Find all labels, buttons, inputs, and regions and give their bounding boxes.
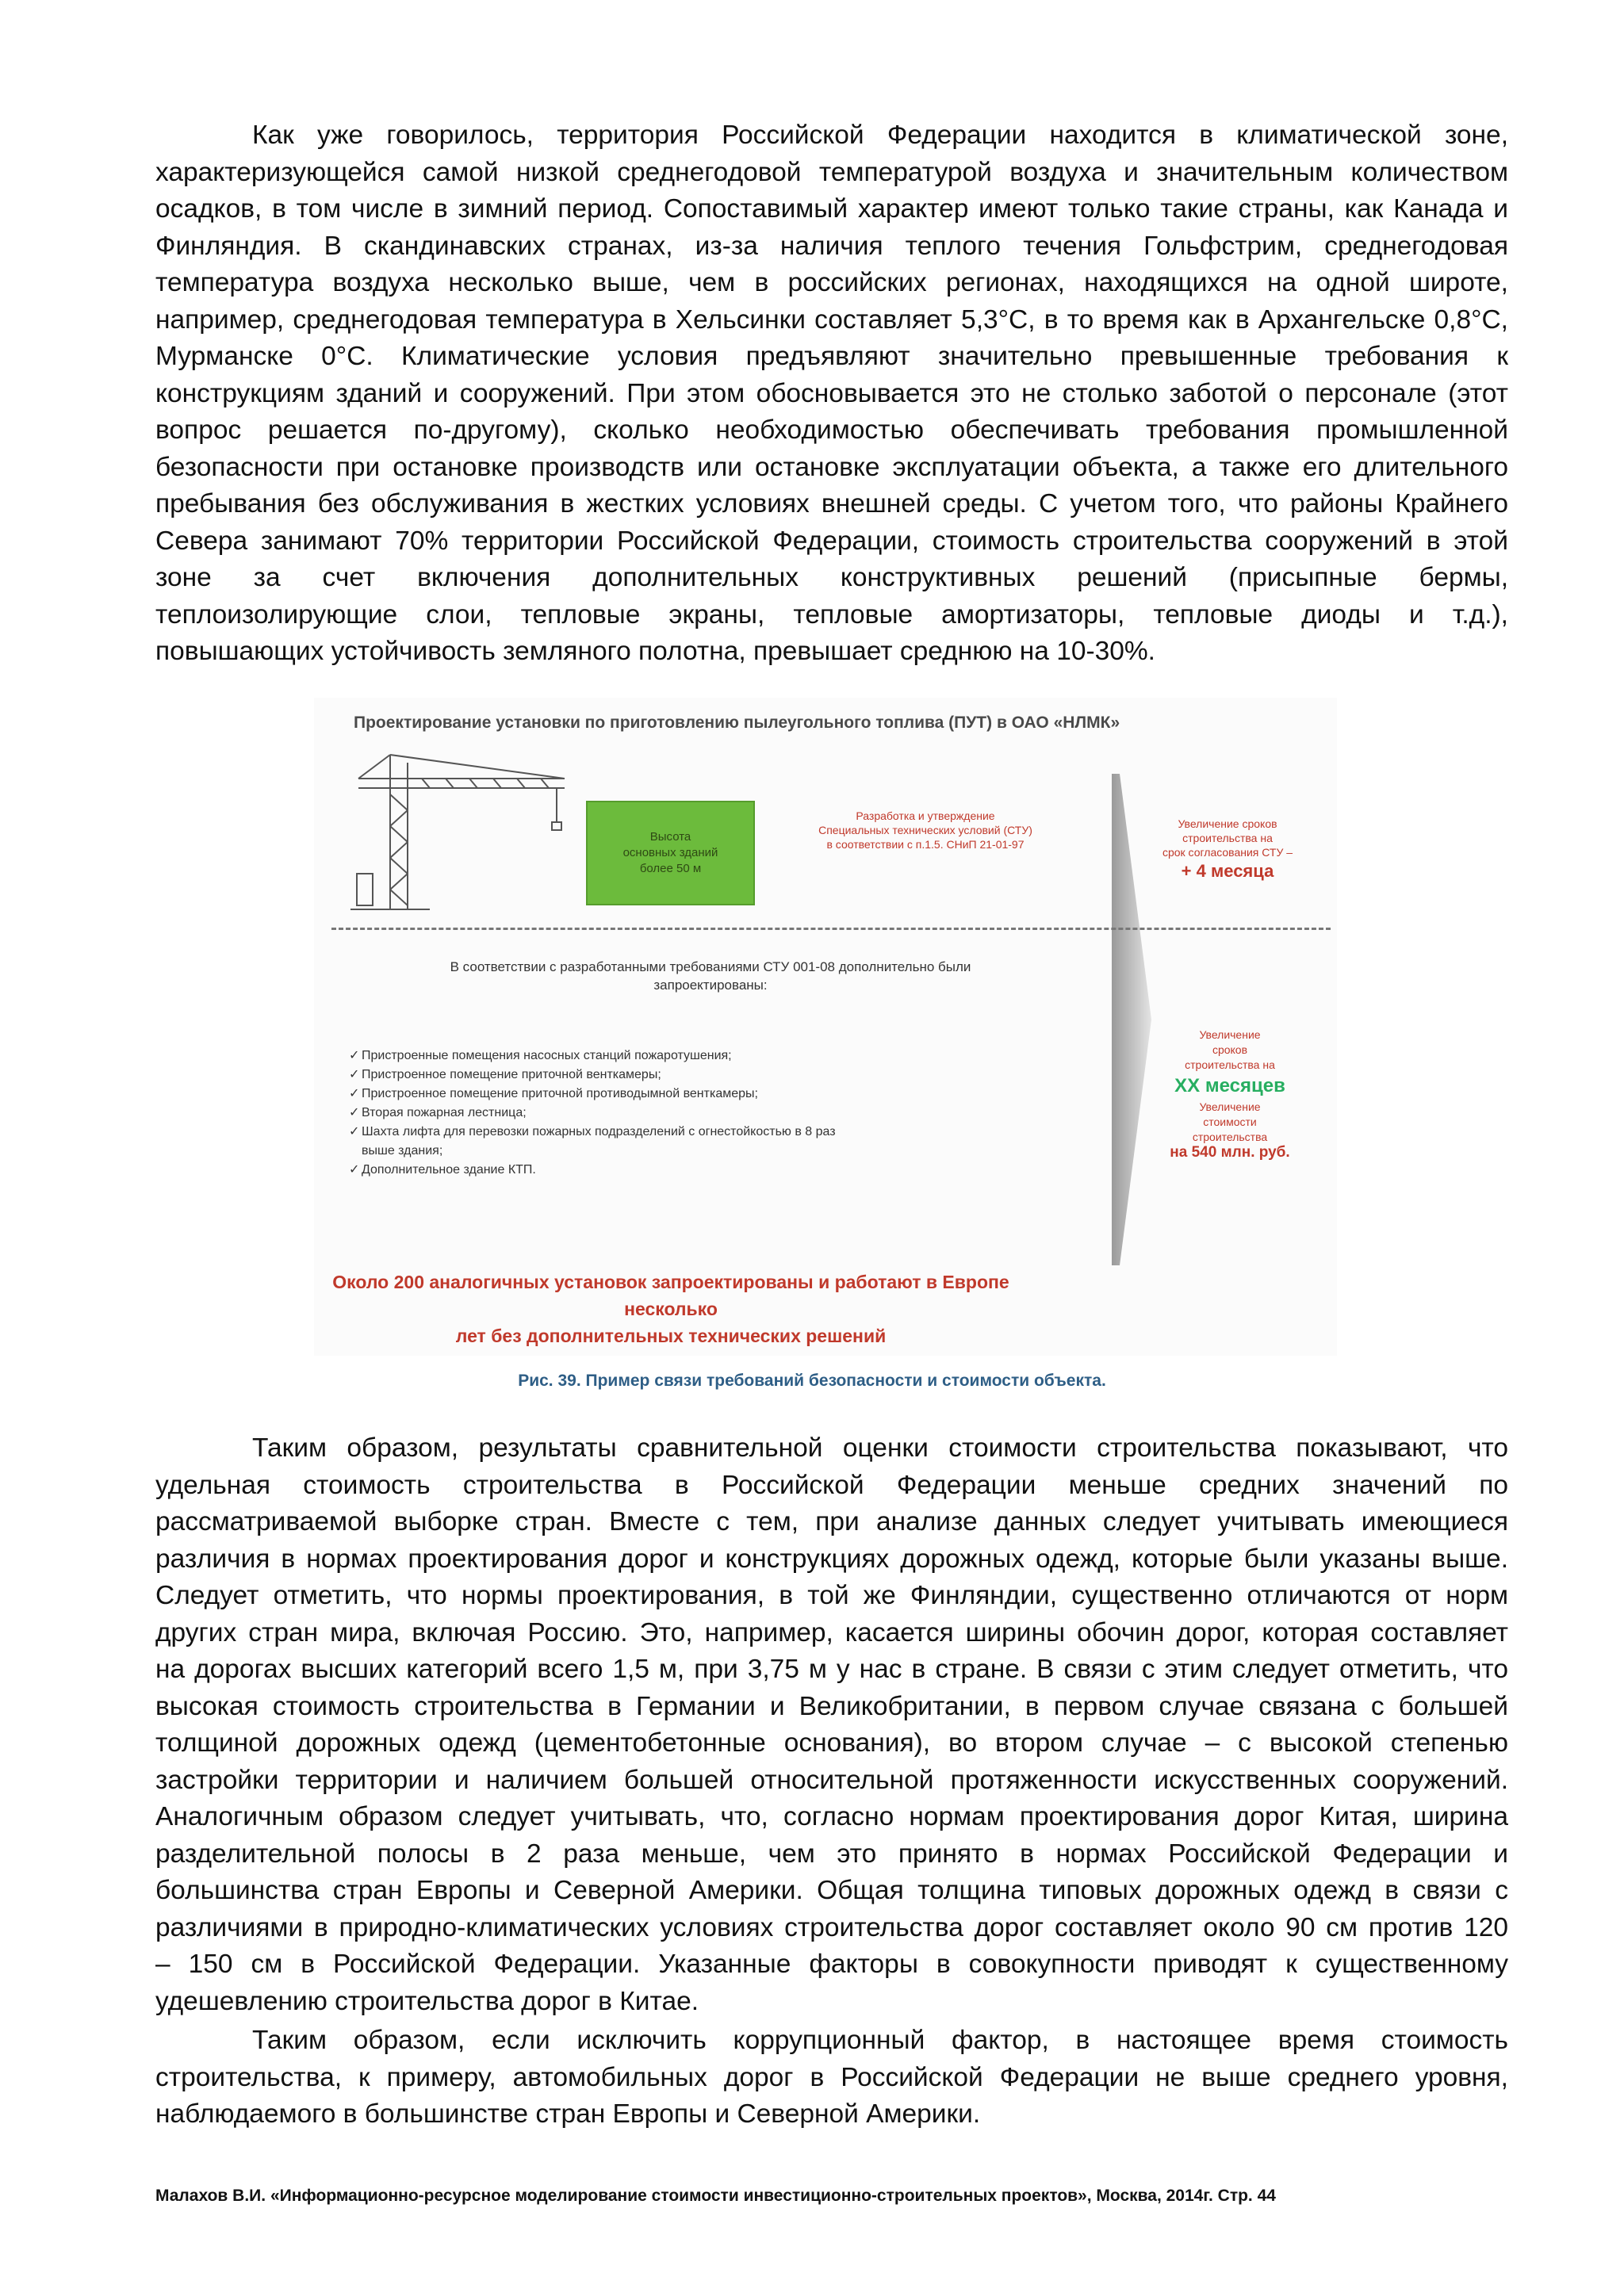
schedule-increase-stu	[1140, 817, 1315, 883]
text-line: безопасности при остановке производств или остановке эксплуатации объекта, а также его длительного	[155, 452, 1508, 482]
text-line: на дорогах высших категорий всего 1,5 м, при 3,75 м у нас в стране. В связи с этим следует отметить, что	[155, 1655, 1508, 1684]
check-icon: ✓	[349, 1125, 360, 1138]
text-line: застройки территории и наличием большей относительной протяженности искусственных сооружений.	[155, 1765, 1508, 1795]
checklist-item-text: Вторая пожарная лестница;	[362, 1106, 527, 1119]
intro-line: запроектированы:	[653, 978, 768, 993]
checklist-item-text: Дополнительное здание КТП.	[362, 1163, 536, 1177]
text-line: других стран мира, включая Россию. Это, например, касается ширины обочин дорог, которая составляет	[155, 1617, 1508, 1647]
checklist-item-text: Пристроенные помещения насосных станций пожаротушения;	[362, 1049, 732, 1062]
checklist-item-text: выше здания;	[362, 1144, 443, 1158]
paragraph-2	[155, 1430, 1508, 2020]
height-box-line: более 50 м	[639, 862, 702, 875]
text-line: строительства, к примеру, автомобильных дорог в Российской Федерации не выше среднего уровня,	[155, 2062, 1508, 2092]
height-box-line: основных зданий	[622, 846, 718, 859]
figure-caption: Рис. 39. Пример связи требований безопасности и стоимости объекта.	[518, 1372, 1106, 1390]
text-line: Таким образом, если исключить коррупционный фактор, в настоящее время стоимость	[252, 2026, 1508, 2055]
check-icon: ✓	[349, 1087, 360, 1100]
increase-line: Увеличение	[1199, 1100, 1261, 1113]
text-line: например, среднегодовая температура в Хельсинки составляет 5,3°С, в то время как в Архангельске 0,8°С,	[155, 304, 1508, 335]
stu-development-text	[787, 809, 1064, 851]
text-line: Мурманске 0°С. Климатические условия предъявляют значительно превышенные требования к	[155, 342, 1508, 371]
crane-icon	[343, 747, 580, 921]
figure-conclusion	[330, 1269, 1012, 1349]
text-line: температура воздуха несколько выше, чем в российских регионах, находящихся на одной широте,	[155, 268, 1508, 297]
cost-increase-block	[1139, 1027, 1321, 1160]
text-line: Таким образом, результаты сравнительной оценки стоимости строительства показывают, что	[252, 1433, 1508, 1463]
checklist-item-text: Пристроенное помещение приточной венткамеры;	[362, 1068, 661, 1081]
increase-line: Увеличение	[1199, 1028, 1261, 1041]
text-line: конструкциям зданий и сооружений. При этом обосновывается это не столько заботой о персонале (этот	[155, 378, 1508, 408]
schedule-line: строительства на	[1182, 832, 1273, 844]
requirements-checklist	[349, 1047, 836, 1180]
checklist-item	[349, 1085, 836, 1104]
check-icon: ✓	[349, 1106, 360, 1119]
checklist-item-text: Пристроенное помещение приточной противодымной венткамеры;	[362, 1087, 758, 1100]
cost-540-mln: на 540 млн. руб.	[1170, 1144, 1290, 1161]
figure-title: Проектирование установки по приготовлению пылеугольного топлива (ПУТ) в ОАО «НЛМК»	[354, 714, 1120, 732]
check-icon: ✓	[349, 1049, 360, 1062]
text-line: удешевлению строительства дорог в Китае.	[155, 1986, 699, 2016]
text-line: характеризующейся самой низкой среднегодовой температурой воздуха и значительным количеством	[155, 157, 1508, 187]
text-line: различия в нормах проектирования дорог и конструкциях дорожных одежд, которые были указаны выше.	[155, 1544, 1508, 1574]
increase-line: стоимости	[1203, 1115, 1257, 1128]
text-line: Финляндия. В скандинавских странах, из-за наличия теплого течения Гольфстрим, среднегодовая	[155, 231, 1508, 261]
text-line: различиями в природно-климатических условиях строительства дорог составляет около 90 см против 120	[155, 1912, 1508, 1942]
stu-line: в соответствии с п.1.5. СНиП 21-01-97	[826, 838, 1025, 851]
conclusion-line: Около 200 аналогичных установок запроектированы и работают в Европе несколько	[332, 1272, 1009, 1319]
xx-months: XX месяцев	[1174, 1075, 1285, 1096]
text-line: Севера занимают 70% территории Российской Федерации, стоимость строительства сооружений в этой	[155, 526, 1508, 556]
intro-line: В соответствии с разработанными требованиями СТУ 001-08 дополнительно были	[450, 959, 971, 974]
checklist-item	[349, 1123, 836, 1142]
text-line: осадков, в том числе в зимний период. Сопоставимый характер имеют только такие страны, как Канада и	[155, 194, 1508, 224]
increase-line: сроков	[1212, 1043, 1248, 1056]
increase-line: строительства на	[1185, 1058, 1275, 1071]
schedule-plus-4-months: + 4 месяца	[1181, 861, 1274, 881]
requirements-intro	[354, 958, 1067, 994]
text-line: зоне за счет включения дополнительных конструктивных решений (присыпные бермы,	[155, 563, 1508, 592]
text-line: высокая стоимость строительства в Германии и Великобритании, в первом случае связана с большей	[155, 1691, 1508, 1721]
text-line: наблюдаемого в большинстве стран Европы и Северной Америки.	[155, 2099, 981, 2129]
checklist-item	[349, 1161, 836, 1180]
checklist-item-continuation	[349, 1142, 836, 1161]
page-footer: Малахов В.И. «Информационно-ресурсное моделирование стоимости инвестиционно-строительных проектов», Москва, 2014г. Стр. 44	[155, 2187, 1276, 2205]
text-line: повышающих устойчивость земляного полотна, превышает среднюю на 10-30%.	[155, 637, 1155, 666]
text-line: – 150 см в Российской Федерации. Указанные факторы в совокупности приводят к существенному	[155, 1950, 1508, 1979]
text-line: удельная стоимость строительства в Российской Федерации меньше средних значений по	[155, 1470, 1508, 1500]
text-line: разделительной полосы в 2 раза меньше, чем это принято в нормах Российской Федерации и	[155, 1839, 1508, 1869]
schedule-line: Увеличение сроков	[1178, 817, 1277, 830]
check-icon: ✓	[349, 1163, 360, 1177]
checklist-item	[349, 1104, 836, 1123]
height-box	[586, 801, 755, 905]
figure-diagram	[314, 698, 1337, 1356]
text-line: пребывания без обслуживания в жестких условиях внешней среды. С учетом того, что районы Крайнего	[155, 489, 1508, 519]
text-line: Как уже говорилось, территория Российской Федерации находится в климатической зоне,	[252, 121, 1508, 150]
checklist-item	[349, 1066, 836, 1085]
increase-line: строительства	[1192, 1131, 1268, 1143]
text-line: Следует отметить, что нормы проектирования, в той же Финляндии, существенно отличаются от норм	[155, 1581, 1508, 1610]
paragraph-3	[155, 2022, 1508, 2133]
conclusion-line: лет без дополнительных технических решений	[455, 1326, 887, 1346]
stu-line: Разработка и утверждение	[856, 809, 995, 822]
text-line: толщиной дорожных одежд (цементобетонные основания), во втором случае – с высокой степенью	[155, 1728, 1508, 1758]
check-icon: ✓	[349, 1068, 360, 1081]
checklist-item	[349, 1047, 836, 1066]
paragraph-1	[155, 117, 1508, 671]
dashed-divider	[331, 928, 1331, 930]
height-box-line: Высота	[649, 830, 691, 844]
text-line: рассматриваемой выборке стран. Вместе с тем, при анализе данных следует учитывать имеющиеся	[155, 1507, 1508, 1536]
text-line: теплоизолирующие слои, тепловые экраны, тепловые амортизаторы, тепловые диоды и т.д.),	[155, 599, 1508, 629]
text-line: вопрос решается по-другому), сколько необходимостью обеспечивать требования промышленной	[155, 415, 1508, 445]
text-line: Аналогичным образом следует учитывать, что, согласно нормам проектирования дорог Китая, ширина	[155, 1802, 1508, 1831]
schedule-line: срок согласования СТУ –	[1162, 846, 1293, 859]
text-line: большинства стран Европы и Северной Америки. Общая толщина типовых дорожных одежд в связи с	[155, 1876, 1508, 1905]
checklist-item-text: Шахта лифта для перевозки пожарных подразделений с огнестойкостью в 8 раз	[362, 1125, 836, 1138]
stu-line: Специальных технических условий (СТУ)	[818, 824, 1032, 836]
